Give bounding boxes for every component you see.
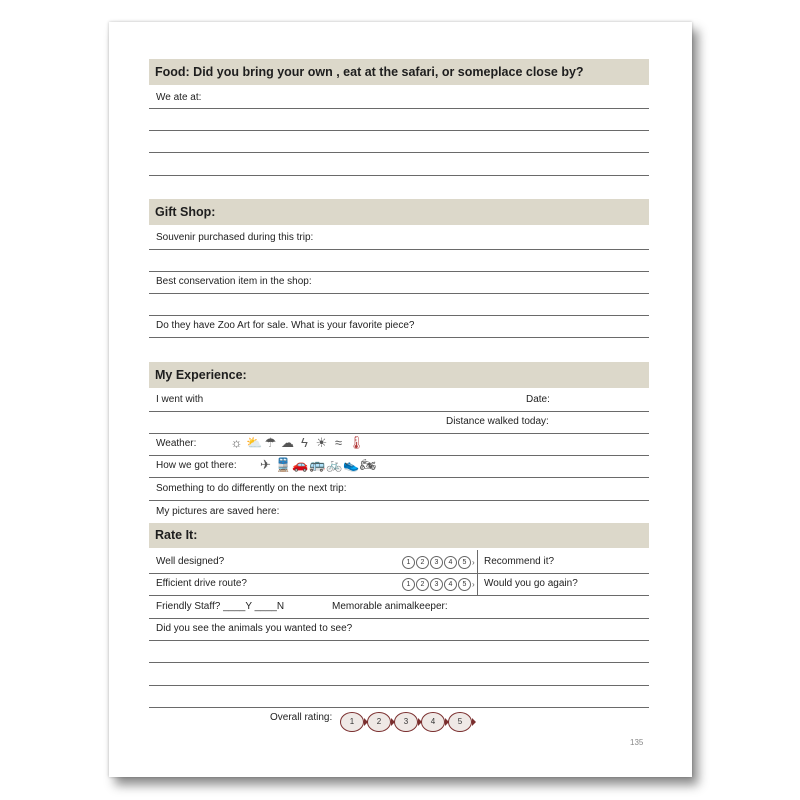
storm-icon[interactable]: ϟ	[301, 435, 308, 450]
wind-icon[interactable]: ≈	[334, 435, 343, 450]
overall-rating-label: Overall rating:	[270, 712, 333, 723]
go-again-label: Would you go again?	[484, 578, 578, 589]
write-line[interactable]	[149, 662, 649, 663]
write-line	[149, 595, 649, 596]
write-line[interactable]	[149, 707, 649, 708]
date-label: Date:	[526, 394, 550, 405]
write-line[interactable]	[149, 152, 649, 153]
journal-page	[109, 22, 692, 777]
we-ate-at-label: We ate at:	[156, 92, 202, 103]
sun-icon[interactable]: ☼	[230, 435, 243, 450]
page-number: 135	[630, 738, 644, 747]
train-icon[interactable]: 🚆	[275, 457, 292, 472]
overall-rating-3[interactable]: 3	[394, 712, 418, 732]
gift-shop-heading: Gift Shop:	[149, 199, 649, 225]
thermometer-icon[interactable]: 🌡	[348, 435, 365, 450]
rating-3[interactable]: 3	[430, 578, 443, 591]
write-line[interactable]	[149, 249, 649, 250]
rating-4[interactable]: 4	[444, 556, 457, 569]
zoo-art-label: Do they have Zoo Art for sale. What is your favorite piece?	[156, 320, 415, 331]
friendly-staff-label: Friendly Staff? ____Y ____N	[156, 601, 285, 612]
write-line[interactable]	[149, 175, 649, 176]
differently-label: Something to do differently on the next trip:	[156, 483, 347, 494]
souvenir-label: Souvenir purchased during this trip:	[156, 232, 314, 243]
plane-icon[interactable]: ✈	[260, 457, 271, 472]
column-divider	[477, 550, 478, 595]
well-designed-rating	[402, 556, 475, 569]
arrow-icon: ›	[472, 558, 475, 567]
overall-rating	[340, 712, 475, 732]
write-line[interactable]	[149, 337, 649, 338]
sun-cloud-icon[interactable]: ☀	[315, 435, 328, 450]
weather-icons	[229, 436, 363, 450]
rating-1[interactable]: 1	[402, 556, 415, 569]
write-line[interactable]	[149, 685, 649, 686]
rating-5[interactable]: 5	[458, 556, 471, 569]
see-animals-label: Did you see the animals you wanted to see?	[156, 623, 353, 634]
arrow-icon: ›	[472, 580, 475, 589]
write-line[interactable]	[149, 500, 649, 501]
went-with-label: I went with	[156, 394, 204, 405]
rating-5[interactable]: 5	[458, 578, 471, 591]
drive-route-rating	[402, 578, 475, 591]
write-line[interactable]	[149, 411, 649, 412]
well-designed-label: Well designed?	[156, 556, 225, 567]
weather-label: Weather:	[156, 438, 197, 449]
walking-shoe-icon[interactable]: 👟	[343, 457, 360, 472]
rating-2[interactable]: 2	[416, 556, 429, 569]
write-line[interactable]	[149, 315, 649, 316]
food-heading: Food: Did you bring your own , eat at the safari, or someplace close by?	[149, 59, 649, 85]
rating-1[interactable]: 1	[402, 578, 415, 591]
motorcycle-icon[interactable]: 🏍	[360, 457, 377, 472]
car-icon[interactable]: 🚗	[292, 457, 309, 472]
cloud-rain-icon[interactable]: ☂	[264, 435, 277, 450]
rating-2[interactable]: 2	[416, 578, 429, 591]
write-line[interactable]	[149, 293, 649, 294]
overall-rating-2[interactable]: 2	[367, 712, 391, 732]
bus-icon[interactable]: 🚌	[309, 457, 326, 472]
drive-route-label: Efficient drive route?	[156, 578, 247, 589]
best-item-label: Best conservation item in the shop:	[156, 276, 312, 287]
write-line[interactable]	[149, 271, 649, 272]
write-line[interactable]	[149, 618, 649, 619]
overall-rating-4[interactable]: 4	[421, 712, 445, 732]
overall-rating-5[interactable]: 5	[448, 712, 472, 732]
rating-3[interactable]: 3	[430, 556, 443, 569]
recommend-label: Recommend it?	[484, 556, 555, 567]
experience-heading: My Experience:	[149, 362, 649, 388]
keeper-label: Memorable animalkeeper:	[332, 601, 448, 612]
how-got-there-label: How we got there:	[156, 460, 237, 471]
rate-heading: Rate It:	[149, 523, 649, 548]
write-line[interactable]	[149, 433, 649, 434]
write-line	[149, 573, 649, 574]
rating-4[interactable]: 4	[444, 578, 457, 591]
overall-rating-1[interactable]: 1	[340, 712, 364, 732]
write-line[interactable]	[149, 108, 649, 109]
cloud-icon[interactable]: ☁	[281, 435, 294, 450]
distance-label: Distance walked today:	[446, 416, 549, 427]
partly-cloudy-icon[interactable]: ⛅	[246, 435, 263, 450]
pictures-label: My pictures are saved here:	[156, 506, 280, 517]
write-line[interactable]	[149, 640, 649, 641]
transport-icons	[258, 458, 375, 472]
write-line[interactable]	[149, 130, 649, 131]
write-line	[149, 477, 649, 478]
write-line	[149, 455, 649, 456]
bicycle-icon[interactable]: 🚲	[326, 457, 343, 472]
